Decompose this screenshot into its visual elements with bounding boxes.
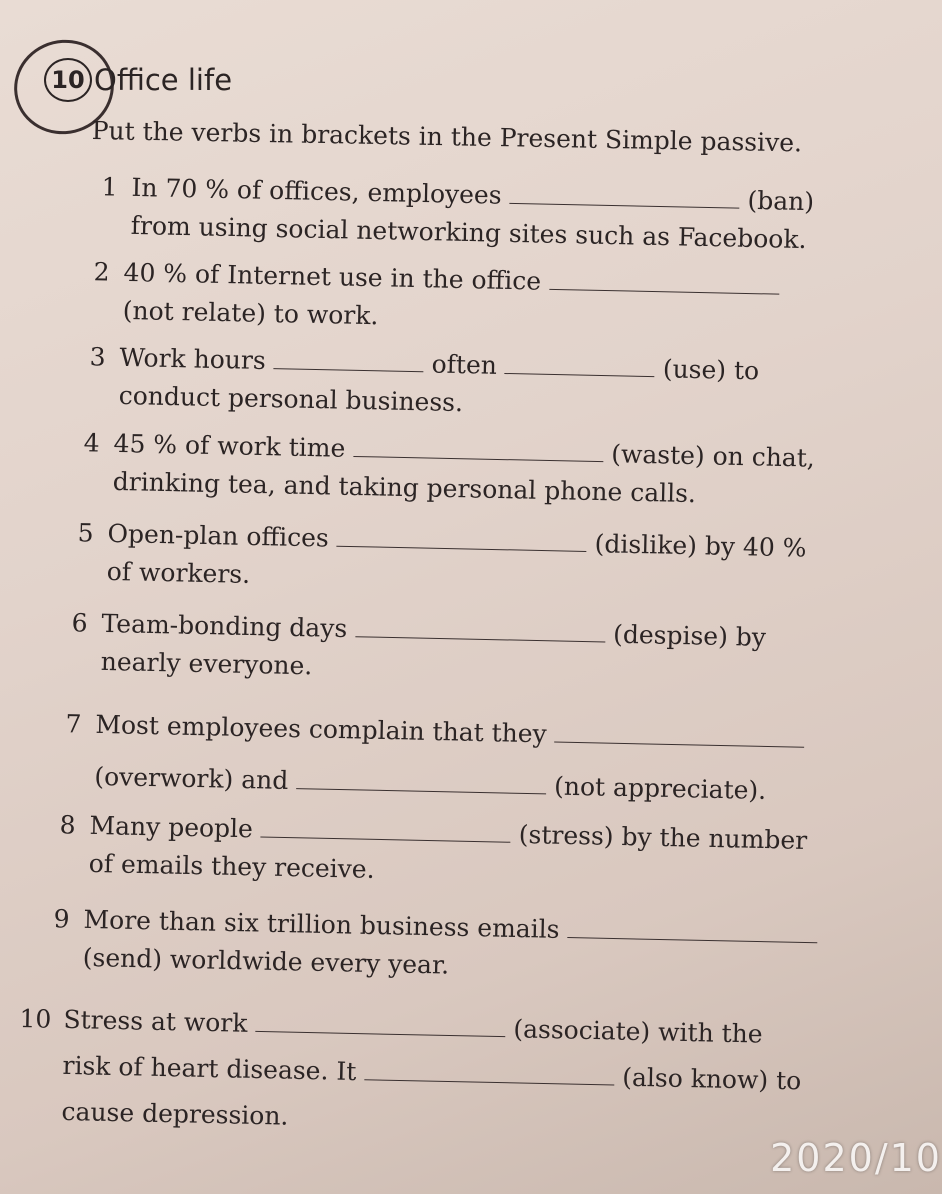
item-number: 10 xyxy=(19,1003,52,1034)
item-text: Most employees complain that they xyxy=(95,709,548,749)
item-text: of workers. xyxy=(106,556,251,589)
answer-blank[interactable] xyxy=(555,720,805,748)
exercise-item-9 xyxy=(38,900,825,992)
exercise-instruction: Put the verbs in brackets in the Present Simple passive. xyxy=(91,116,803,158)
answer-blank[interactable] xyxy=(353,434,603,462)
item-text: (dislike) by 40 % xyxy=(594,529,807,563)
item-text: Team-bonding days xyxy=(101,608,348,644)
item-text: risk of heart disease. It xyxy=(62,1050,357,1087)
exercise-number: 10 xyxy=(44,58,92,102)
item-text: 45 % of work time xyxy=(113,428,346,463)
exercise-item-6 xyxy=(56,604,766,695)
item-text: Work hours xyxy=(119,342,267,375)
exercise-item-4 xyxy=(68,424,815,516)
item-text: (despise) by xyxy=(612,619,767,652)
item-text: Open-plan offices xyxy=(107,518,330,553)
item-text: (also know) to xyxy=(621,1062,802,1096)
item-text: conduct personal business. xyxy=(118,380,464,418)
item-text: (overwork) and xyxy=(94,761,289,795)
item-text: Many people xyxy=(89,810,254,844)
answer-blank[interactable] xyxy=(296,766,546,794)
item-text: (ban) xyxy=(747,185,815,217)
item-number: 5 xyxy=(77,518,94,548)
answer-blank[interactable] xyxy=(549,267,779,295)
item-text: Stress at work xyxy=(63,1004,248,1038)
item-text: (waste) on chat, xyxy=(610,439,816,473)
item-number: 1 xyxy=(101,172,118,202)
answer-blank[interactable] xyxy=(274,346,424,372)
item-text: In 70 % of offices, employees xyxy=(131,172,502,210)
item-text: (not relate) to work. xyxy=(122,295,379,331)
item-number: 6 xyxy=(71,608,88,638)
item-text: from using social networking sites such as Facebook. xyxy=(130,210,807,255)
exercise-item-1 xyxy=(86,168,814,259)
exercise-heading xyxy=(44,58,232,102)
item-text: of emails they receive. xyxy=(88,848,375,884)
item-text: (use) to xyxy=(662,354,760,386)
exercise-item-7 xyxy=(50,698,813,818)
item-number: 9 xyxy=(53,904,70,934)
item-text: (send) worldwide every year. xyxy=(82,942,450,980)
answer-blank[interactable] xyxy=(567,915,817,943)
exercise-item-5 xyxy=(62,514,806,606)
answer-blank[interactable] xyxy=(505,351,655,377)
answer-blank[interactable] xyxy=(364,1057,614,1085)
item-number: 8 xyxy=(59,810,76,840)
item-text: cause depression. xyxy=(61,1096,289,1131)
answer-blank[interactable] xyxy=(337,524,587,552)
exercise-item-8 xyxy=(44,806,807,898)
item-number: 2 xyxy=(93,257,110,287)
answer-blank[interactable] xyxy=(509,181,739,209)
item-text: (not appreciate). xyxy=(553,771,767,805)
exercise-item-10 xyxy=(17,996,803,1150)
item-number: 4 xyxy=(83,428,100,458)
photo-date-stamp: 2020/10 xyxy=(770,1136,942,1180)
item-text: drinking tea, and taking personal phone calls. xyxy=(112,466,697,509)
answer-blank[interactable] xyxy=(255,1009,505,1037)
item-text: (associate) with the xyxy=(513,1014,763,1049)
exercise-title: Office life xyxy=(94,63,233,97)
item-text: often xyxy=(431,349,498,380)
item-number: 7 xyxy=(65,709,82,739)
item-text: 40 % of Internet use in the office xyxy=(123,257,542,296)
item-text: (stress) by the number xyxy=(518,819,808,855)
item-text: nearly everyone. xyxy=(100,646,313,681)
answer-blank[interactable] xyxy=(261,815,511,843)
item-number: 3 xyxy=(89,342,106,372)
answer-blank[interactable] xyxy=(355,614,605,642)
exercise-item-3 xyxy=(74,338,759,428)
exercise-item-2 xyxy=(78,253,787,344)
item-text: More than six trillion business emails xyxy=(83,904,560,944)
